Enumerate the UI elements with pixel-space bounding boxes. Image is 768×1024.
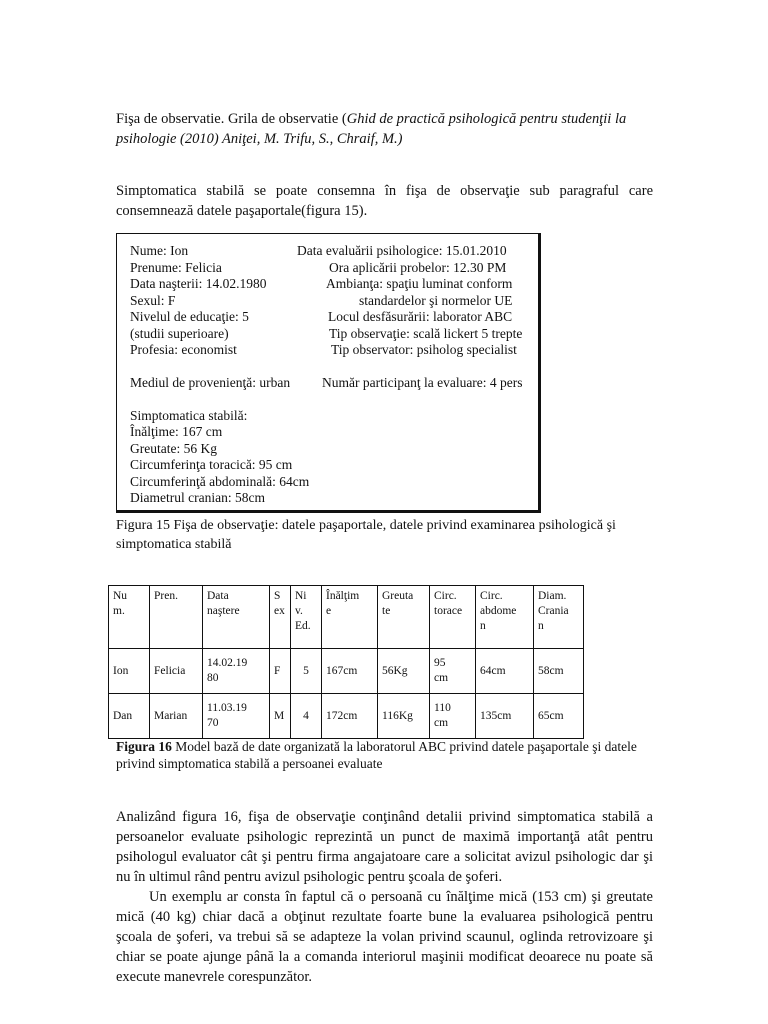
form-location: Locul desfăsurării: laborator ABC [328,309,513,324]
table-header-cell [322,586,378,649]
table-header-cell [270,586,291,649]
figure-16-text: Model bază de date organizată la laboratorul ABC privind datele paşaportale şi datele privind simptomatica stabilă a persoanei evaluate [116,739,637,771]
table-header-cell [534,586,584,649]
form-test-time: Ora aplicării probelor: 12.30 PM [329,260,507,275]
form-chest: Circumferinţa toracică: 95 cm [130,457,293,472]
form-surname: Prenume: Felicia [130,260,222,275]
header-cranial: Diam. Crania n [538,590,569,632]
table-header-cell [378,586,430,649]
intro-paragraph: Simptomatica stabilă se poate consemna în fişa de observaţie sub paragraful care consemnează datele paşaportale(figura 15). [116,183,653,219]
table-cell: 116Kg [378,694,430,739]
table-cell: Ion [109,649,150,694]
form-profession: Profesia: economist [130,342,237,357]
form-education: Nivelul de educaţie: 5 [130,309,249,324]
form-sex: Sexul: F [130,293,176,308]
header-chest: Circ. torace [434,590,463,617]
table-header-cell [203,586,270,649]
table-cell: Felicia [150,649,203,694]
table-cell: F [270,649,291,694]
table-cell: 65cm [534,694,584,739]
heading-citation: Ghid de practică psihologică pentru studenţii la psihologie (2010) Aniţei, M. Trifu, S., Chraif, M.) [116,111,627,147]
form-education-detail: (studii superioare) [130,326,229,341]
table-cell: M [270,694,291,739]
table-cell: 110 cm [430,694,476,739]
header-education: Ni v. Ed. [295,590,311,632]
form-ambiance-cont: standardelor şi normelor UE [359,293,513,308]
form-name: Nume: Ion [130,243,189,258]
header-name: Nu m. [113,590,128,617]
figure-16-caption [116,738,656,772]
table-cell: 172cm [322,694,378,739]
database-table [108,585,584,739]
table-cell: 167cm [322,649,378,694]
table-cell: 95 cm [430,649,476,694]
header-height: Înălţim e [326,590,360,617]
form-observer-type: Tip observator: psiholog specialist [331,342,517,357]
observation-form-figure [116,233,541,513]
form-height: Înălţime: 167 cm [130,424,223,439]
form-observation-type: Tip observaţie: scală lickert 5 trepte [329,326,523,341]
figure-15-caption: Figura 15 Fişa de observaţie: datele paşaportale, datele privind examinarea psihologică şi simptomatica stabilă [116,518,616,552]
table-header-cell [291,586,322,649]
table-row [109,649,584,694]
table-cell: Marian [150,694,203,739]
form-eval-date: Data evaluării psihologice: 15.01.2010 [297,243,507,258]
table-cell: 14.02.19 80 [203,649,270,694]
form-participants: Număr participanţ la evaluare: 4 pers [322,375,523,390]
form-birthdate: Data naşterii: 14.02.1980 [130,276,267,291]
form-abdomen: Circumferinţă abdominală: 64cm [130,474,310,489]
table-row [109,694,584,739]
header-weight: Greuta te [382,590,414,617]
form-symptoms-label: Simptomatica stabilă: [130,408,248,423]
form-ambiance: Ambianţa: spaţiu luminat conform [326,276,513,291]
table-cell: 135cm [476,694,534,739]
table-header-cell [150,586,203,649]
section-heading [116,109,656,149]
table-cell: 11.03.19 70 [203,694,270,739]
table-cell: 56Kg [378,649,430,694]
table-cell: Dan [109,694,150,739]
table-header-cell [476,586,534,649]
header-sex: S ex [274,590,285,617]
table-header-row [109,586,584,649]
table-cell: 5 [291,649,322,694]
analysis-section [116,807,653,987]
figure-16-label: Figura 16 [116,739,172,754]
table-cell: 58cm [534,649,584,694]
form-weight: Greutate: 56 Kg [130,441,217,456]
table-cell: 64cm [476,649,534,694]
heading-plain: Fişa de observatie. Grila de observatie ( [116,111,347,127]
header-surname: Pren. [154,590,178,602]
analysis-paragraph: Analizând figura 16, fişa de observaţie conţinând detalii privind simptomatica stabilă a persoanelor evaluate psihologic reprezintă un punct de maximă importanţă atât pentru psihologul evaluator cât şi pentru firma angajatoare care a solicitat avizul psihologic dar şi nu în ultimul rând pentru avizul psihologic pentru şcoala de şoferi. [116,809,653,885]
example-paragraph: Un exemplu ar consta în faptul că o persoană cu înălţime mică (153 cm) şi greutate mică (40 kg) chiar dacă a obţinut rezultate foarte bune la evaluarea psihologică pentru şcoala de şoferi, va trebui să se adapteze la volan privind scaunul, oglinda retrovizoare şi chiar se poate ajunge până la a comanda interiorul maşinii modificat deoarece nu poate să execute manevrele corespunzător. [116,889,653,985]
form-cranial: Diametrul cranian: 58cm [130,490,265,505]
table-cell: 4 [291,694,322,739]
form-origin: Mediul de provenienţă: urban [130,375,291,390]
table-header-cell [109,586,150,649]
table-header-cell [430,586,476,649]
header-birthdate: Data naştere [207,590,240,617]
header-abdomen: Circ. abdome n [480,590,517,632]
